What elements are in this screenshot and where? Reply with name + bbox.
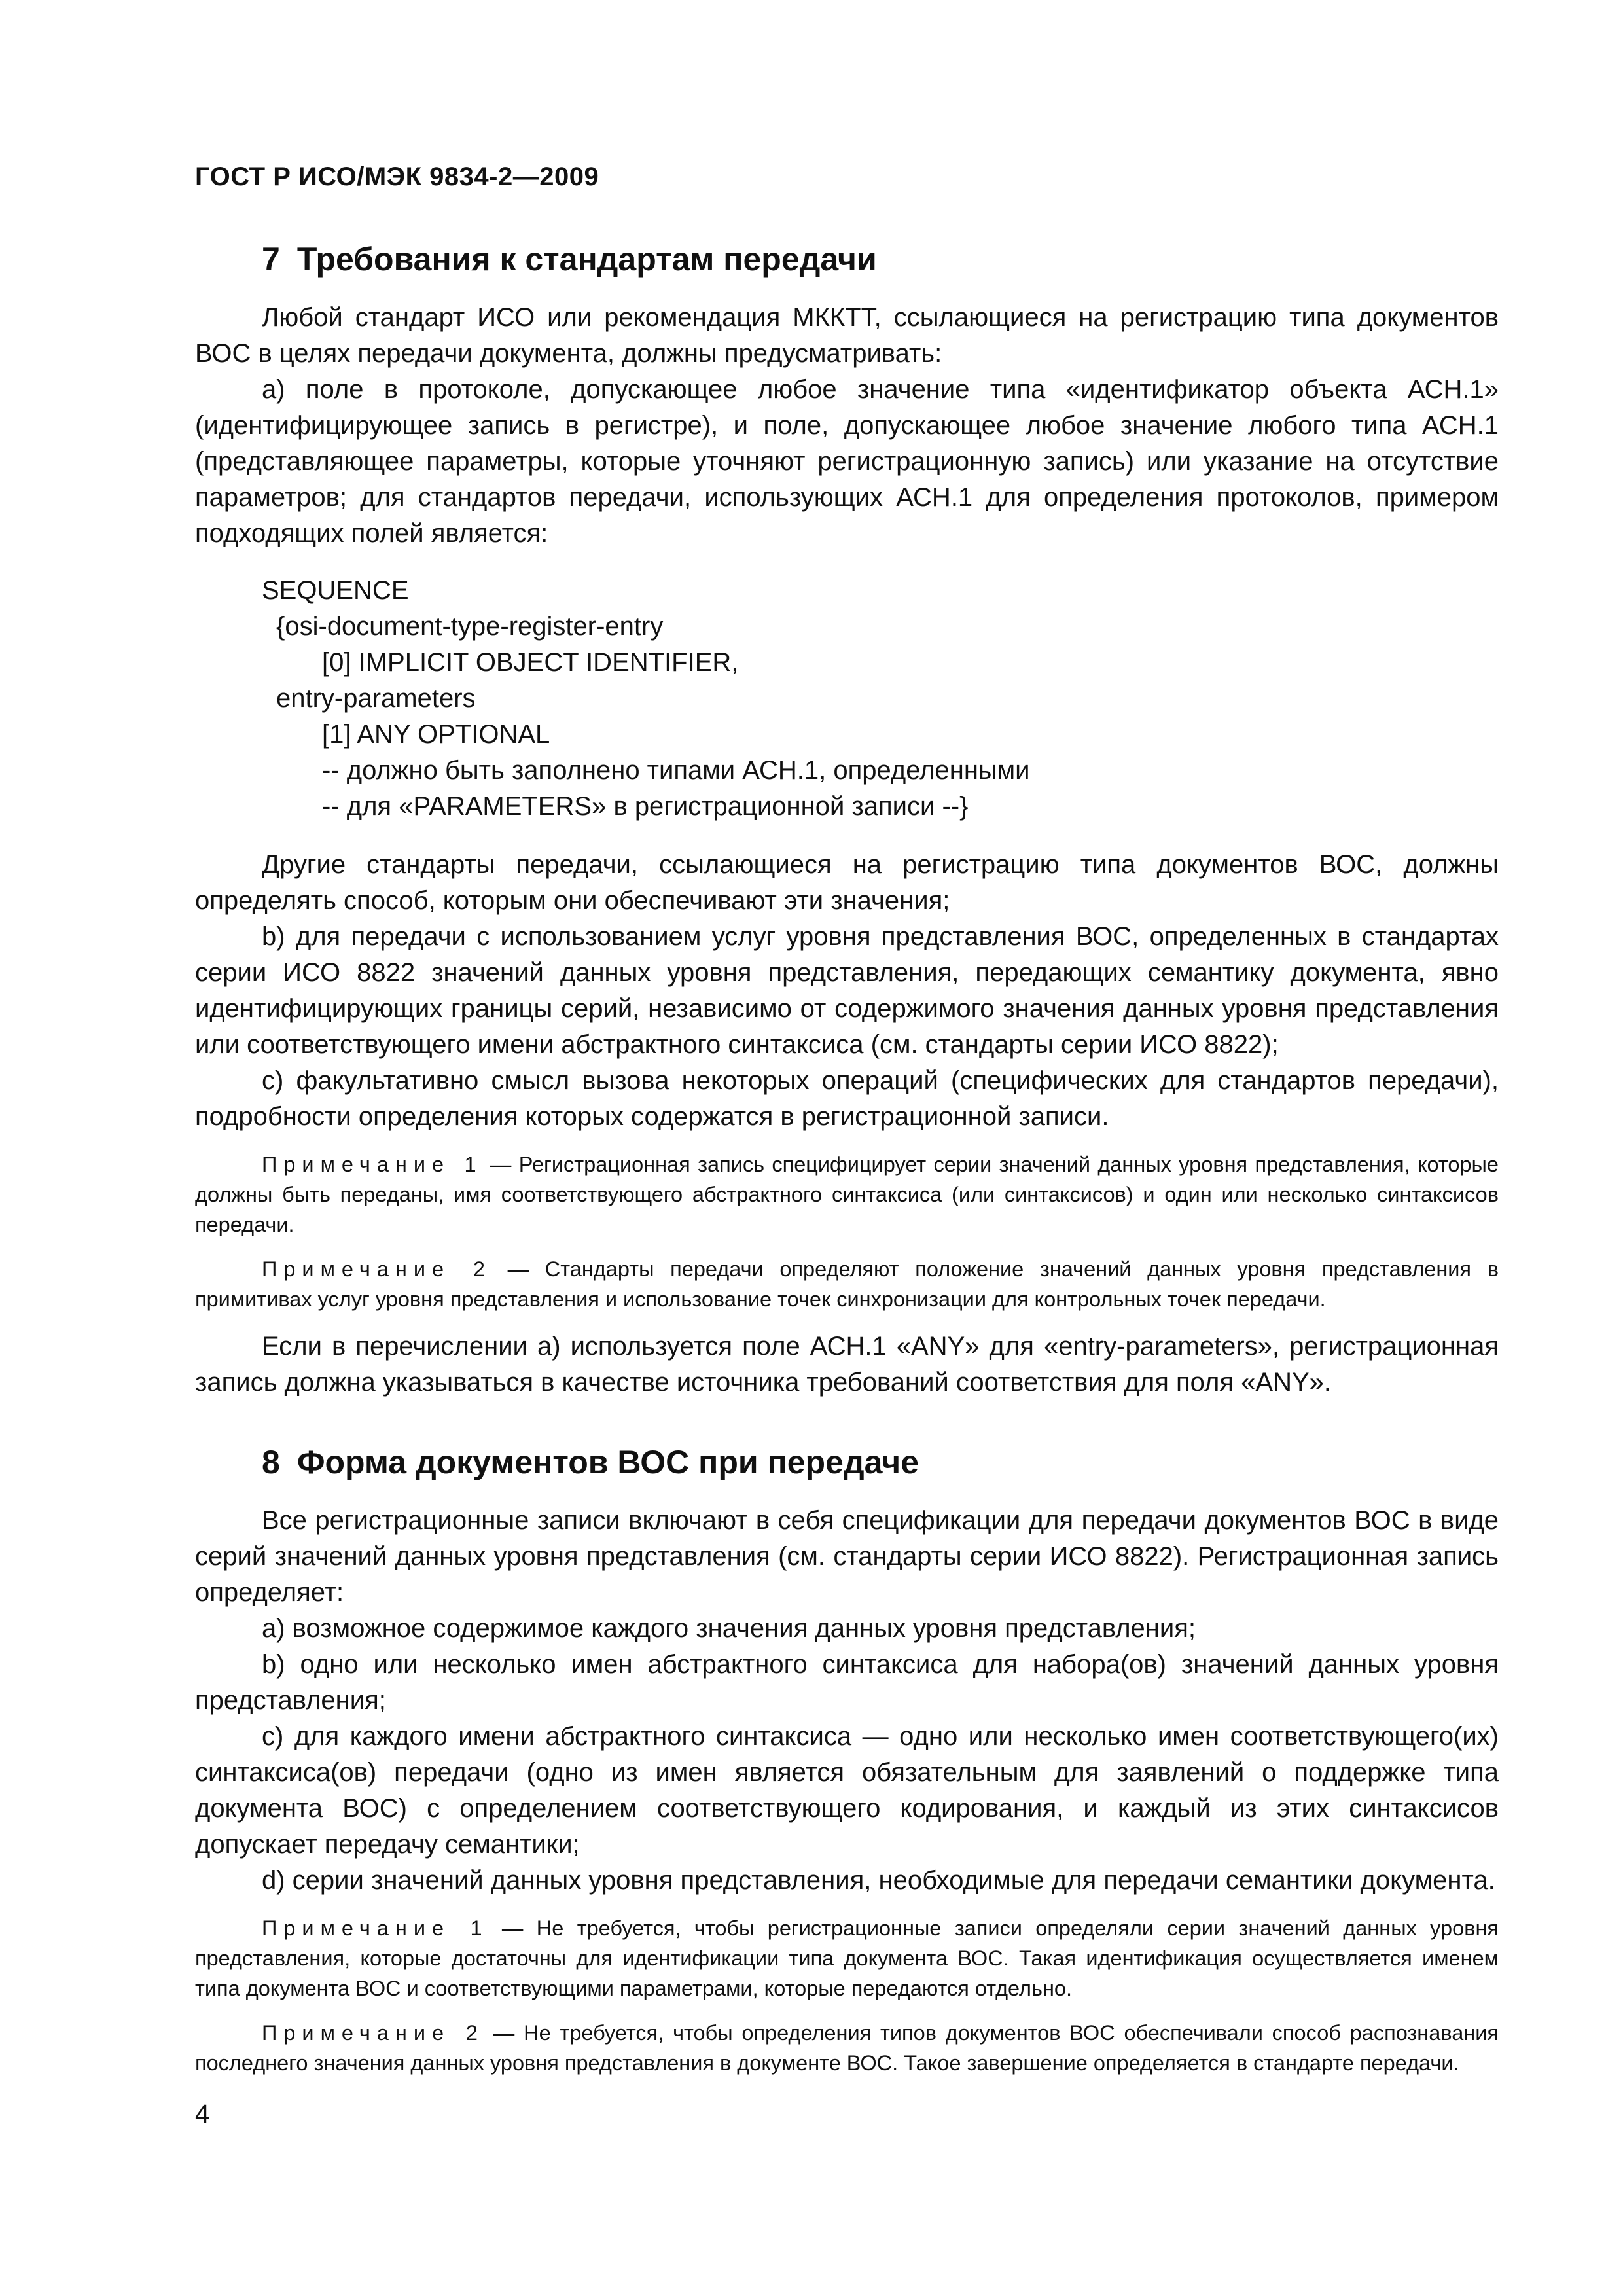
note-label: Примечание 1: [262, 1916, 489, 1940]
section-8-item-a: а) возможное содержимое каждого значения данных уровня представления;: [262, 1614, 1196, 1643]
section-8-item-b: b) одно или несколько имен абстрактного синтаксиса для набора(ов) значений данных уровня представления;: [195, 1650, 1499, 1715]
section-7-item-b: b) для передачи с использованием услуг уровня представления ВОС, определенных в стандартах серии ИСО 8822 значений данных уровня представления, передающих семантику документа, явно идентифицирующих границы серий, независимо от содержимого значения данных уровня представления или соответствующего имени абстрактного синтаксиса (см. стандарты серии ИСО 8822);: [195, 922, 1499, 1059]
code-line: entry-parameters: [276, 684, 476, 713]
page-content: [195, 236, 1499, 2078]
section-8-item-d: d) серии значений данных уровня представления, необходимые для передачи семантики документа.: [262, 1866, 1495, 1895]
code-line: -- для «PARAMETERS» в регистрационной записи --}: [322, 792, 969, 821]
section-7-other-standards: Другие стандарты передачи, ссылающиеся на регистрацию типа документов ВОС, должны определять способ, которым они обеспечивают эти значения;: [195, 850, 1499, 915]
note-text: — Стандарты передачи определяют положение значений данных уровня представления в примитивах услуг уровня представления и использование точек синхронизации для контрольных точек передачи.: [195, 1257, 1499, 1311]
note-text: — Не требуется, чтобы определения типов документов ВОС обеспечивали способ распознавания последнего значения данных уровня представления в документе ВОС. Такое завершение определяется в стандарте передачи.: [195, 2021, 1499, 2075]
note-label: Примечание 1: [262, 1153, 483, 1176]
section-7-note-2: [195, 1254, 1499, 1314]
page-number: 4: [195, 2100, 210, 2128]
section-8-note-2: [195, 2018, 1499, 2078]
section-8-title: Форма документов ВОС при передаче: [296, 1444, 919, 1480]
code-line: SEQUENCE: [262, 576, 409, 605]
code-line: {osi-document-type-register-entry: [276, 612, 664, 641]
section-7-intro: Любой стандарт ИСО или рекомендация МККТТ, ссылающиеся на регистрацию типа документов ВОС в целях передачи документа, должны предусматривать:: [195, 303, 1499, 368]
note-label: Примечание 2: [262, 1257, 491, 1281]
code-line: [1] ANY OPTIONAL: [322, 720, 550, 749]
section-7-heading: [195, 236, 1499, 283]
section-7-number: 7: [262, 241, 280, 278]
section-8-number: 8: [262, 1444, 280, 1480]
note-text: — Регистрационная запись специфицирует серии значений данных уровня представления, которые должны быть переданы, имя соответствующего абстрактного синтаксиса (или синтаксисов) и один или несколько синтаксисов передачи.: [195, 1153, 1499, 1236]
section-7-item-c: c) факультативно смысл вызова некоторых операций (специфических для стандартов передачи), подробности определения которых содержатся в регистрационной записи.: [195, 1066, 1499, 1131]
code-line: [0] IMPLICIT OBJECT IDENTIFIER,: [322, 648, 739, 677]
note-label: Примечание 2: [262, 2021, 484, 2045]
asn1-code-block: [195, 573, 1499, 825]
standard-code-header: ГОСТ Р ИСО/МЭК 9834-2—2009: [195, 162, 599, 191]
section-7-final-paragraph: Если в перечислении а) используется поле АСН.1 «ANY» для «entry-parameters», регистрационная запись должна указываться в качестве источника требований соответствия для поля «ANY».: [195, 1332, 1499, 1397]
section-7-item-a: а) поле в протоколе, допускающее любое значение типа «идентификатор объекта АСН.1» (идентифицирующее запись в регистре), и поле, допускающее любое значение любого типа АСН.1 (представляющее параметры, которые уточняют регистрационную запись) или указание на отсутствие параметров; для стандартов передачи, использующих АСН.1 для определения протоколов, примером подходящих полей является:: [195, 375, 1499, 548]
section-7-title: Требования к стандартам передачи: [296, 241, 877, 278]
note-text: — Не требуется, чтобы регистрационные записи определяли серии значений данных уровня представления, которые достаточны для идентификации типа документа ВОС. Такая идентификация осуществляется именем типа документа ВОС и соответствующими параметрами, которые передаются отдельно.: [195, 1916, 1499, 2000]
section-8-item-c: c) для каждого имени абстрактного синтаксиса — одно или несколько имен соответствующего(их) синтаксиса(ов) передачи (одно из имен является обязательным для заявлений о поддержке типа документа ВОС) с определением соответствующего кодирования, и каждый из этих синтаксисов допускает передачу семантики;: [195, 1722, 1499, 1859]
section-8-heading: [195, 1439, 1499, 1486]
section-8-note-1: [195, 1913, 1499, 2003]
code-line: -- должно быть заполнено типами АСН.1, определенными: [322, 756, 1030, 785]
section-7-note-1: [195, 1149, 1499, 1240]
section-8-intro: Все регистрационные записи включают в себя спецификации для передачи документов ВОС в виде серий значений данных уровня представления (см. стандарты серии ИСО 8822). Регистрационная запись определяет:: [195, 1506, 1499, 1607]
